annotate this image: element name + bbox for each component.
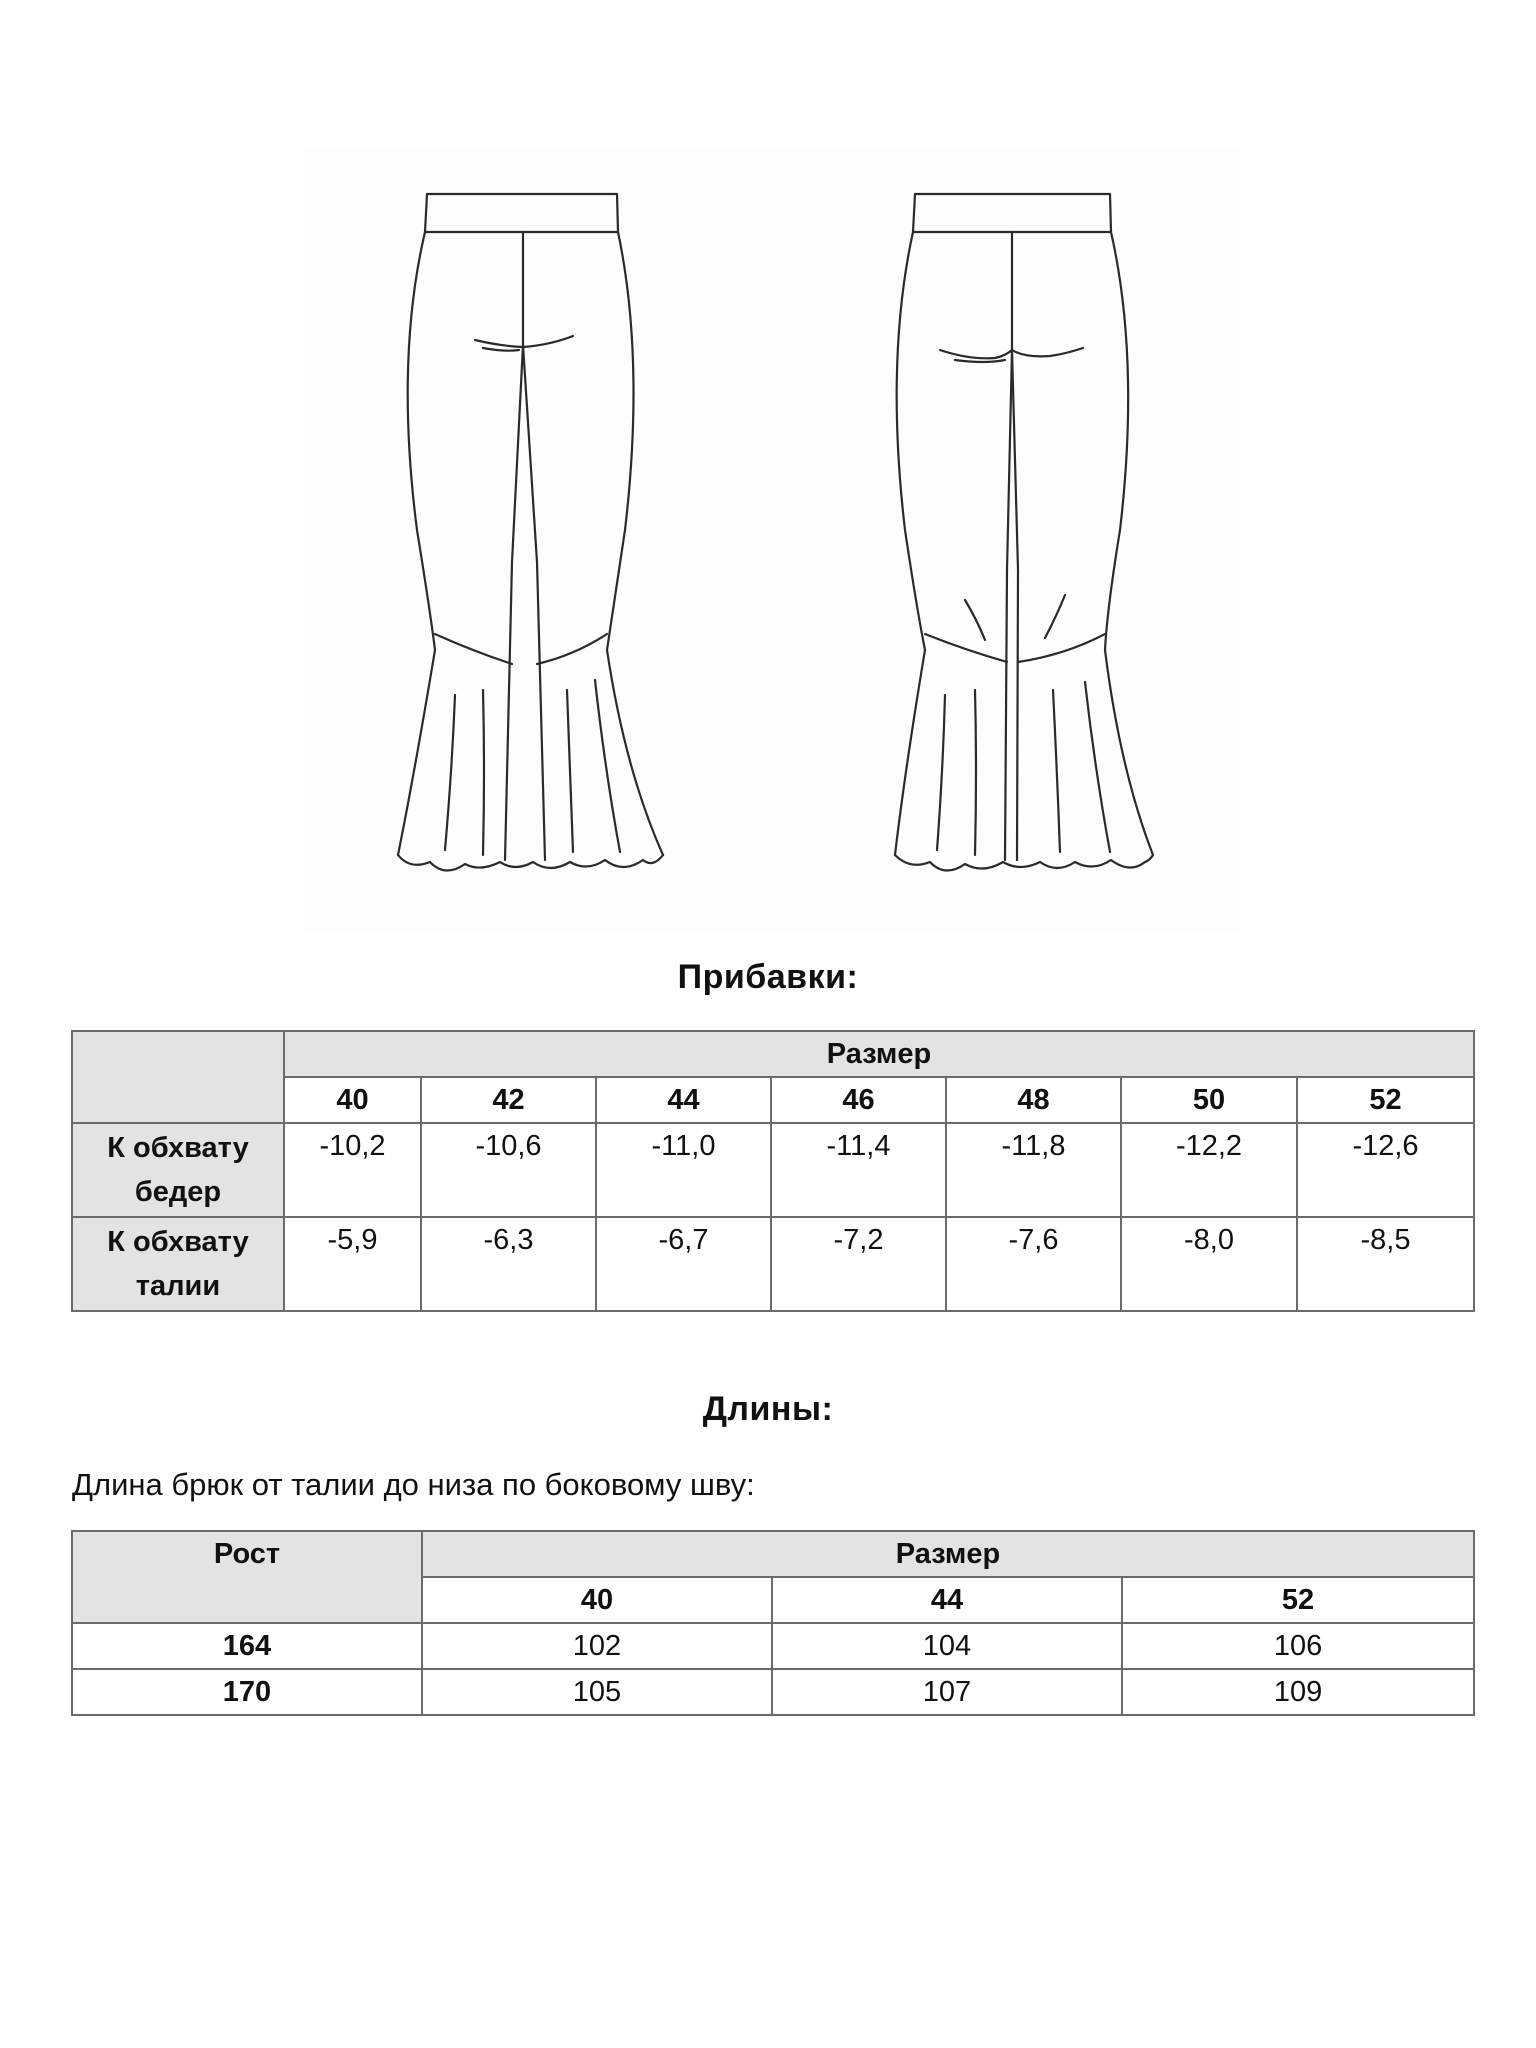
size-col-header: 40 bbox=[284, 1077, 421, 1123]
front-fold-2 bbox=[483, 690, 484, 855]
row-header-height: 164 bbox=[72, 1623, 422, 1669]
back-fold-2 bbox=[975, 690, 976, 855]
back-fold-4 bbox=[1085, 682, 1110, 852]
table-cell: -6,3 bbox=[421, 1217, 596, 1311]
size-header: Размер bbox=[422, 1531, 1474, 1577]
front-hem bbox=[398, 855, 663, 871]
back-drape-2 bbox=[955, 360, 1005, 362]
back-right-outline bbox=[1105, 232, 1153, 855]
front-knee-seam-left bbox=[435, 634, 512, 664]
table-cell: 107 bbox=[772, 1669, 1122, 1715]
back-waistband bbox=[913, 194, 1111, 232]
lengths-title: Длины: bbox=[702, 1390, 834, 1428]
size-col-header: 42 bbox=[421, 1077, 596, 1123]
back-fold-3 bbox=[1053, 690, 1060, 852]
lengths-table bbox=[71, 1530, 1475, 1716]
back-view-drawing bbox=[895, 194, 1153, 871]
size-col-header: 52 bbox=[1122, 1577, 1474, 1623]
front-knee-seam-right bbox=[537, 634, 607, 664]
table-cell: 109 bbox=[1122, 1669, 1474, 1715]
allowances-table bbox=[71, 1030, 1475, 1312]
back-knee-fold-1 bbox=[965, 600, 985, 640]
size-col-header: 46 bbox=[771, 1077, 946, 1123]
size-col-header: 52 bbox=[1297, 1077, 1474, 1123]
height-header: Рост bbox=[72, 1531, 422, 1623]
front-fold-1 bbox=[445, 695, 455, 850]
row-header-waist: К обхвату талии bbox=[72, 1217, 284, 1311]
table-cell: -10,2 bbox=[284, 1123, 421, 1217]
front-left-outline bbox=[398, 232, 435, 855]
front-crotch-left bbox=[505, 345, 523, 860]
table-cell: 105 bbox=[422, 1669, 772, 1715]
pants-sketch-svg bbox=[305, 150, 1240, 930]
back-fold-1 bbox=[937, 695, 945, 850]
table-cell: 102 bbox=[422, 1623, 772, 1669]
table-cell: -11,4 bbox=[771, 1123, 946, 1217]
row-header-height: 170 bbox=[72, 1669, 422, 1715]
flat-sketch bbox=[305, 150, 1240, 930]
size-header: Размер bbox=[284, 1031, 1474, 1077]
corner-cell bbox=[72, 1031, 284, 1123]
size-col-header: 50 bbox=[1121, 1077, 1297, 1123]
table-cell: -7,6 bbox=[946, 1217, 1121, 1311]
size-col-header: 44 bbox=[772, 1577, 1122, 1623]
table-cell: -12,6 bbox=[1297, 1123, 1474, 1217]
table-row bbox=[72, 1217, 1474, 1311]
table-cell: -8,0 bbox=[1121, 1217, 1297, 1311]
back-crotch-right bbox=[1012, 350, 1018, 860]
back-hem bbox=[895, 855, 1153, 871]
table-row bbox=[72, 1669, 1474, 1715]
allowances-title: Прибавки: bbox=[677, 958, 859, 996]
front-right-outline bbox=[607, 232, 663, 855]
back-knee-seam-left bbox=[925, 634, 1007, 662]
front-crotch-right bbox=[523, 345, 545, 860]
table-row bbox=[72, 1623, 1474, 1669]
back-knee-seam-right bbox=[1018, 634, 1105, 662]
table-cell: -6,7 bbox=[596, 1217, 771, 1311]
table-row bbox=[72, 1123, 1474, 1217]
lengths-description: Длина брюк от талии до низа по боковому шву: bbox=[72, 1467, 755, 1502]
size-col-header: 48 bbox=[946, 1077, 1121, 1123]
back-left-outline bbox=[895, 232, 925, 855]
table-cell: -10,6 bbox=[421, 1123, 596, 1217]
front-waistband bbox=[425, 194, 618, 232]
size-col-header: 40 bbox=[422, 1577, 772, 1623]
front-fold-3 bbox=[567, 690, 573, 852]
row-header-hips: К обхвату бедер bbox=[72, 1123, 284, 1217]
table-cell: -7,2 bbox=[771, 1217, 946, 1311]
size-col-header: 44 bbox=[596, 1077, 771, 1123]
table-cell: -8,5 bbox=[1297, 1217, 1474, 1311]
back-knee-fold-2 bbox=[1045, 595, 1065, 638]
back-crotch-left bbox=[1005, 350, 1012, 860]
front-drape-2 bbox=[483, 348, 519, 351]
table-cell: -12,2 bbox=[1121, 1123, 1297, 1217]
table-cell: -11,0 bbox=[596, 1123, 771, 1217]
table-cell: -5,9 bbox=[284, 1217, 421, 1311]
table-cell: 104 bbox=[772, 1623, 1122, 1669]
table-cell: 106 bbox=[1122, 1623, 1474, 1669]
table-cell: -11,8 bbox=[946, 1123, 1121, 1217]
front-view-drawing bbox=[398, 194, 663, 871]
